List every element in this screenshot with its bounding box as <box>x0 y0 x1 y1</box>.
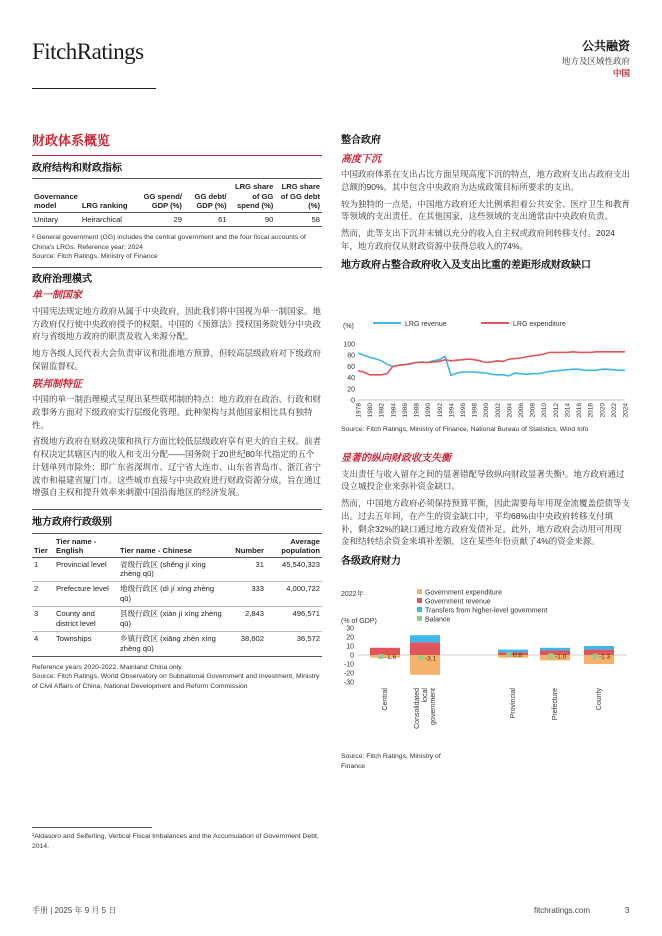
chart2-category-label: Central <box>382 688 389 711</box>
table2-cell: County and district level <box>56 609 96 628</box>
chart1-x-tick-label: 1988 <box>413 403 421 418</box>
chart2-y-tick-label: 0 <box>350 652 354 660</box>
chart2-category-label: government <box>430 688 437 725</box>
governance-para-2: 地方各级人民代表大会负责审议和批准地方预算，但较高层级政府对下级政府保留监督权。 <box>32 348 322 371</box>
imbalance-subtitle: 显著的纵向财政收支失衡 <box>341 453 451 464</box>
chart1-x-tick-label: 1992 <box>436 403 444 418</box>
table1-cell: Unitary <box>34 214 59 224</box>
chart1-x-tick-label: 2008 <box>529 403 537 418</box>
table2-cell: 3 <box>34 609 39 619</box>
chart1-x-tick-label: 1978 <box>355 403 363 418</box>
chart1-x-tick-label: 2006 <box>518 403 526 418</box>
chart2-legend-label: Balance <box>425 616 451 624</box>
table-row <box>32 582 322 607</box>
chart1-source: Source: Fitch Ratings, Ministry of Finance, National Bureau of Statistics, Wind Info <box>341 426 589 433</box>
table2-cell: 省级行政区 (shěng jí xíng zhèng qū) <box>120 559 206 579</box>
chart2-legend-swatch <box>417 607 422 612</box>
chart2-balance-label: -3.1 <box>425 655 437 663</box>
table1-cell: 61 <box>218 214 227 224</box>
consolidated-para-2: 较为独特的一点是，中国地方政府还大比例承担着公共安全、医疗卫生和教育等领域的支出责任。在其他国家，这些领域的支出通常由中央政府负责。 <box>341 198 631 222</box>
table2-header: Tier name - English <box>56 536 97 556</box>
table2-title: 地方政府行政级别 <box>32 517 112 529</box>
chart1-x-tick-label: 2020 <box>599 403 607 418</box>
table2-cell: 496,571 <box>292 609 320 619</box>
table1-cell: Heirarchical <box>81 214 122 224</box>
chart1-y-tick-label: 20 <box>347 386 355 394</box>
chart1-x-tick-label: 2014 <box>564 403 572 418</box>
chart1-x-tick-label: 2012 <box>552 403 560 418</box>
table2-source: Source: Fitch Ratings, World Observatory on Subnational Government and Investment, Ministry of Civil Affairs of China, National Development and Reform Commission <box>32 673 320 690</box>
footnote-block <box>32 827 322 851</box>
chart1-legend-label: LRG expenditure <box>513 321 566 328</box>
table1-header: LRG share of GG debt (%) <box>280 182 320 211</box>
chart2-legend-swatch <box>417 589 422 594</box>
chart1-y-tick-label: 100 <box>343 341 355 349</box>
admin-tiers-table <box>32 536 322 657</box>
chart2-category-label: local <box>422 688 429 703</box>
footer-site-link[interactable]: fitchratings.com <box>534 906 591 915</box>
section-rule <box>32 155 322 156</box>
table2-cell: 31 <box>255 559 264 569</box>
chart1-x-tick-label: 1996 <box>459 403 467 418</box>
table2-cell: Townships <box>56 633 92 643</box>
chart2-source: Source: Fitch Ratings, Ministry of Finance <box>341 753 441 770</box>
table2-header: Average population <box>281 536 320 556</box>
table1-header: GG debt/ GDP (%) <box>194 191 227 211</box>
table-row <box>32 631 322 656</box>
imbalance-para-2: 然而，中国地方政府必须保持预算平衡，因此需要每年用现金流覆盖偿债等支出。过去五年间，在产生的资金缺口中，平均68%由中央政府转移支付填补，剩余32%的缺口通过地方政府发债补足。此外，地方政府会动用可用现金和结转结余资金来填补差额，这在某些年份贡献了4%的资金来源。 <box>341 498 631 547</box>
chart1-title: 地方政府占整合政府收入及支出比重的差距形成财政缺口 <box>341 259 591 271</box>
header-title: 公共融资 <box>581 39 630 53</box>
table2-cell: Provincial level <box>56 559 107 569</box>
chart2-y-tick-label: 20 <box>346 634 354 642</box>
chart1-y-tick-label: 40 <box>347 375 355 383</box>
unitary-subtitle: 单一制国家 <box>32 290 82 302</box>
table2-cell: 1 <box>34 559 39 569</box>
chart2-y-tick-label: -10 <box>343 661 354 669</box>
table2-cell: 45,540,323 <box>281 559 320 569</box>
chart1-x-tick-label: 1982 <box>378 403 386 418</box>
chart1-series-line <box>358 353 625 376</box>
header-country: 中国 <box>612 68 630 78</box>
lrg-share-line-chart <box>341 318 630 426</box>
chart2-year: 2022年 <box>341 591 364 598</box>
chart1-x-tick-label: 1994 <box>448 403 456 418</box>
chart2-y-tick-label: 30 <box>346 625 354 633</box>
chart2-bar-segment <box>584 646 614 650</box>
chart1-x-tick-label: 1986 <box>401 403 409 418</box>
table2-header: Tier <box>34 546 48 556</box>
chart2-bar-segment <box>540 648 570 651</box>
governance-para-1: 中国宪法规定地方政府从属于中央政府，因此我们将中国视为单一制国家。地方政府仅行使中央政府授予的权限。中国的《预算法》授权国务院划分中央政府与省级地方政府的职责及收入来源分配。 <box>32 305 322 342</box>
table-row <box>32 212 322 227</box>
chart2-y-tick-label: 10 <box>346 643 354 651</box>
chart2-bar-segment <box>410 642 440 655</box>
table2-cell: 38,602 <box>240 633 264 643</box>
table1-cell: 90 <box>264 214 274 224</box>
chart2-ylabel: (% of GDP) <box>341 618 377 625</box>
chart2-legend-label: Government expenditure <box>425 589 503 597</box>
logo-rule <box>32 88 156 89</box>
chart1-x-tick-label: 2016 <box>576 403 584 418</box>
chart2-balance-marker <box>549 653 554 658</box>
divider <box>32 509 322 510</box>
left-column <box>32 132 322 691</box>
governance-para-3: 中国的单一制治理模式呈现出某些联邦制的特点：地方政府在政治、行政和财政事务方面对下级政府实行层级化管理。此种架构与其他国家相比具有独特性。 <box>32 394 322 430</box>
chart1-x-tick-label: 2022 <box>610 403 618 418</box>
chart1-x-tick-label: 1980 <box>367 403 375 418</box>
chart2-legend-label: Government revenue <box>425 598 491 606</box>
table1-header: LRG ranking <box>81 201 128 211</box>
table2-cell: 2 <box>34 584 39 594</box>
right-column <box>341 134 630 273</box>
table-row <box>32 557 322 582</box>
chart1-x-tick-label: 2024 <box>622 403 630 418</box>
decentralised-subtitle: 高度下沉 <box>341 153 381 165</box>
chart2-balance-label: -1.6 <box>385 653 397 661</box>
chart1-x-tick-label: 2000 <box>483 403 491 418</box>
table1-note: ᵃ General government (GG) includes the central government and the four fiscal accounts of China's LRGs. Reference year: 2024 <box>32 234 306 251</box>
divider <box>32 267 322 268</box>
table-row <box>32 607 322 632</box>
table1-cell: 29 <box>173 214 182 224</box>
chart2-title: 各级政府财力 <box>341 556 401 567</box>
chart1-x-tick-label: 2004 <box>506 403 514 418</box>
chart1-y-tick-label: 0 <box>351 397 355 405</box>
federal-subtitle: 联邦制特征 <box>32 378 82 390</box>
chart1-y-tick-label: 60 <box>347 363 355 371</box>
table2-cell: 县级行政区 (xiàn jí xíng zhèng qū) <box>120 609 222 628</box>
section-title: 财政体系概览 <box>32 133 111 148</box>
table2-cell: 36,572 <box>296 633 320 643</box>
consolidated-para-3: 然而，此等支出下沉并未辅以充分的收入自主权或政府间转移支付。2024年，地方政府仅从财政资源中获得总收入的74%。 <box>341 228 615 251</box>
chart2-legend-swatch <box>417 598 422 603</box>
chart1-x-tick-label: 1984 <box>390 403 398 418</box>
right-column-lower <box>341 452 630 569</box>
chart2-legend-swatch <box>417 616 422 621</box>
chart1-x-tick-label: 2002 <box>494 403 502 418</box>
chart2-balance-marker <box>593 654 598 659</box>
chart2-y-tick-label: -20 <box>343 670 354 678</box>
chart2-y-tick-label: -30 <box>343 679 354 687</box>
table1-title: 政府结构和财政指标 <box>32 162 122 174</box>
imbalance-para-1: 支出责任与收入留存之间的显著错配导致纵向财政显著失衡¹。地方政府通过设立城投企业来弥补资金缺口。 <box>341 468 625 492</box>
chart2-category-label: Prefecture <box>552 688 559 721</box>
chart2-category-label: County <box>596 688 603 711</box>
fitch-ratings-logo: FitchRatings <box>32 39 144 64</box>
footnote: ¹Aldasoro and Seiferling, Vertical Fiscal Imbalances and the Accumulation of Government Debt, 2014. <box>32 833 319 850</box>
chart1-x-tick-label: 1990 <box>425 403 433 418</box>
chart2-legend-label: Transfers from higher-level government <box>425 607 548 615</box>
chart2-category-label: Consolidated <box>414 688 421 729</box>
governance-para-4: 省级地方政府在财政决策和执行方面比较低层级政府享有更大的自主权。前者有权决定其辖区内的收入和支出分配——国务院于20世纪80年代指定的五个计划单列市除外：即广东省深圳市、辽宁省大连市、山东省青岛市、浙江省宁波市和福建省厦门市。这些城市直接与中央政府进行财政资源分成，旨在通过增强自主权和提升效率来刺激中国沿海地区的经济发展。 <box>32 436 322 498</box>
chart2-balance-marker <box>507 652 512 657</box>
header-subtitle: 地方及区域性政府 <box>561 56 630 66</box>
table2-cell: Prefecture level <box>56 584 109 594</box>
fiscal-indicators-table <box>32 181 322 227</box>
table2-header: Number <box>235 546 264 556</box>
government-finance-bar-chart <box>341 586 630 752</box>
chart2-category-label: Provincial <box>510 688 517 719</box>
chart2-balance-marker <box>419 655 424 660</box>
table2-cell: 乡镇行政区 (xiāng zhèn xíng zhèng qū) <box>120 633 216 653</box>
table1-source: Source: Fitch Ratings, Ministry of Finance <box>32 253 158 261</box>
table2-header: Tier name - Chinese <box>120 546 193 556</box>
chart1-ylabel: (%) <box>343 323 354 330</box>
chart1-y-tick-label: 80 <box>347 352 355 360</box>
chart1-x-tick-label: 2018 <box>587 403 595 418</box>
table2-cell: 2,843 <box>244 609 264 619</box>
consolidated-title: 整合政府 <box>341 135 381 146</box>
table2-cell: 4 <box>34 633 39 643</box>
chart1-x-tick-label: 2010 <box>541 403 549 418</box>
chart2-balance-label: -1.3 <box>599 653 611 661</box>
table1-top-rule <box>32 178 322 179</box>
table2-note: Reference years 2020-2022. Mainland China only. <box>32 663 184 671</box>
governance-title: 政府治理模式 <box>32 273 92 285</box>
chart2-balance-label: 0.8 <box>513 651 523 659</box>
table2-cell: 4,000,722 <box>286 584 320 594</box>
consolidated-para-1: 中国政府体系在支出占比方面呈现高度下沉的特点，地方政府支出占政府支出总额的90%。其中包含中央政府为达成政策目标所要求的支出。 <box>341 169 631 192</box>
table2-cell: 333 <box>251 584 264 594</box>
chart2-bar-segment <box>410 635 440 642</box>
table1-header: GG spend/ GDP (%) <box>143 191 182 211</box>
footer-doc-info: 手册 | 2025 年 9 月 5 日 <box>32 906 117 915</box>
table2-cell: 地级行政区 (dì jí xíng zhèng qū) <box>120 584 215 604</box>
chart1-x-tick-label: 1998 <box>471 403 479 418</box>
table1-cell: 58 <box>311 214 320 224</box>
table1-header: LRG share of GG spend (%) <box>234 182 274 211</box>
footnote-rule <box>32 827 152 828</box>
table2-top-rule <box>32 533 322 534</box>
table1-header: Governance model <box>34 191 78 211</box>
chart1-series-line <box>358 352 625 375</box>
page-number: 3 <box>625 906 630 915</box>
chart1-legend-label: LRG revenue <box>405 321 447 328</box>
chart2-balance-marker <box>379 654 384 659</box>
chart2-balance-label: -1.0 <box>555 653 567 661</box>
